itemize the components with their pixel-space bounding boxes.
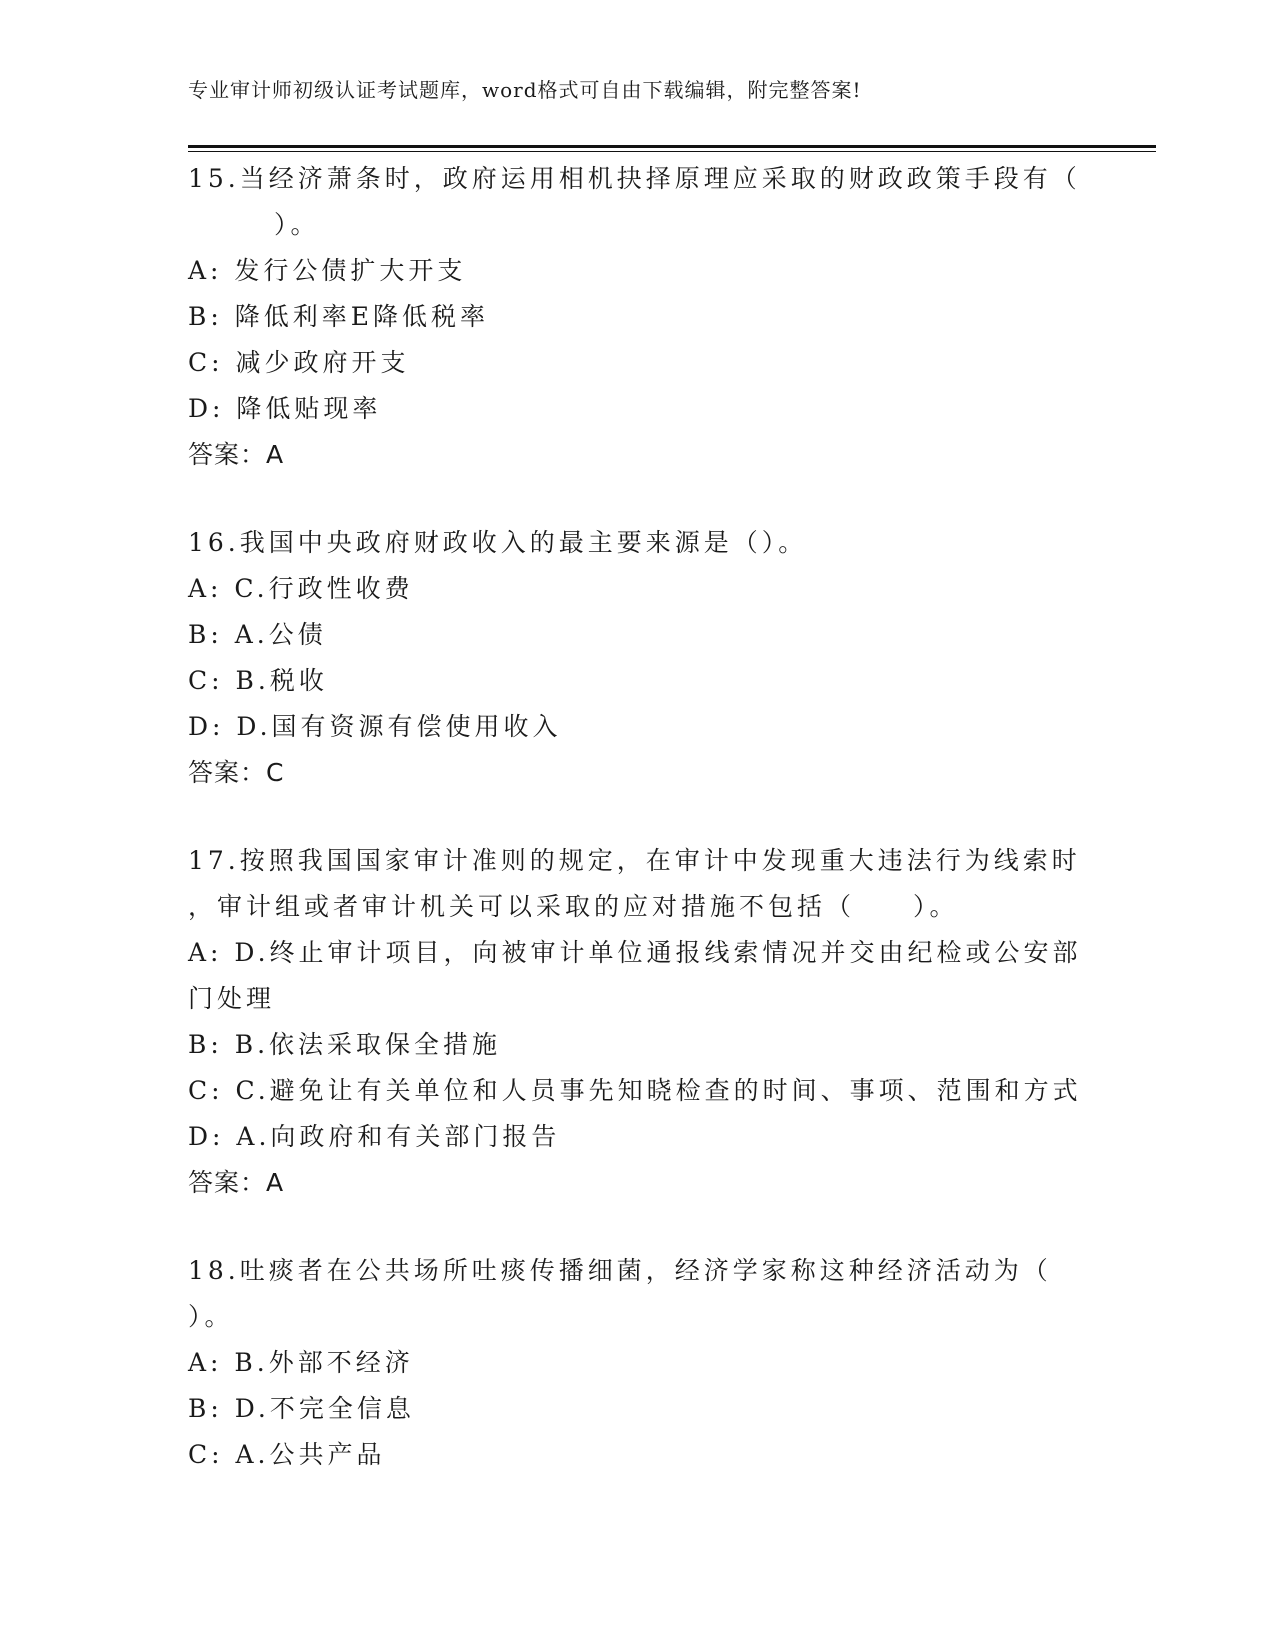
option-c: C: B.税收 [188, 666, 328, 695]
question-stem: 15.当经济萧条时，政府运用相机抉择原理应采取的财政政策手段有（ [188, 164, 1081, 193]
answer: 答案：C [188, 758, 285, 787]
question-15 [188, 156, 1088, 478]
option-d: D: 降低贴现率 [188, 394, 382, 423]
answer: 答案：A [188, 440, 285, 469]
option-c: C: A.公共产品 [188, 1440, 386, 1469]
answer: 答案：A [188, 1168, 285, 1197]
header-rule-thick [188, 145, 1156, 148]
option-b: B: A.公债 [188, 620, 327, 649]
header-rule-thin [188, 151, 1156, 152]
page-header: 专业审计师初级认证考试题库，word格式可自由下载编辑，附完整答案! [188, 78, 862, 102]
question-stem-continued: ）。 [188, 1302, 234, 1331]
question-stem-continued: ，审计组或者审计机关可以采取的应对措施不包括（ ）。 [188, 892, 959, 921]
option-b: B: D.不完全信息 [188, 1394, 415, 1423]
question-stem: 16.我国中央政府财政收入的最主要来源是（）。 [188, 528, 808, 557]
question-stem-continued: ）。 [274, 210, 320, 239]
option-c: C: C.避免让有关单位和人员事先知晓检查的时间、事项、范围和方式 [188, 1076, 1082, 1105]
option-b: B: B.依法采取保全措施 [188, 1030, 502, 1059]
option-c: C: 减少政府开支 [188, 348, 410, 377]
option-d: D: D.国有资源有偿使用收入 [188, 712, 562, 741]
option-a: A: C.行政性收费 [188, 574, 414, 603]
option-a: A: 发行公债扩大开支 [188, 256, 467, 285]
question-18 [188, 1248, 1088, 1478]
question-16 [188, 520, 1088, 796]
question-stem: 18.吐痰者在公共场所吐痰传播细菌，经济学家称这种经济活动为（ [188, 1256, 1052, 1285]
option-a: A: B.外部不经济 [188, 1348, 414, 1377]
option-b: B: 降低利率E降低税率 [188, 302, 489, 331]
question-stem: 17.按照我国国家审计准则的规定，在审计中发现重大违法行为线索时 [188, 846, 1081, 875]
option-a-continued: 门处理 [188, 984, 276, 1013]
question-list [188, 156, 1088, 1520]
option-d: D: A.向政府和有关部门报告 [188, 1122, 561, 1151]
option-a: A: D.终止审计项目，向被审计单位通报线索情况并交由纪检或公安部 [188, 938, 1082, 967]
question-17 [188, 838, 1088, 1206]
